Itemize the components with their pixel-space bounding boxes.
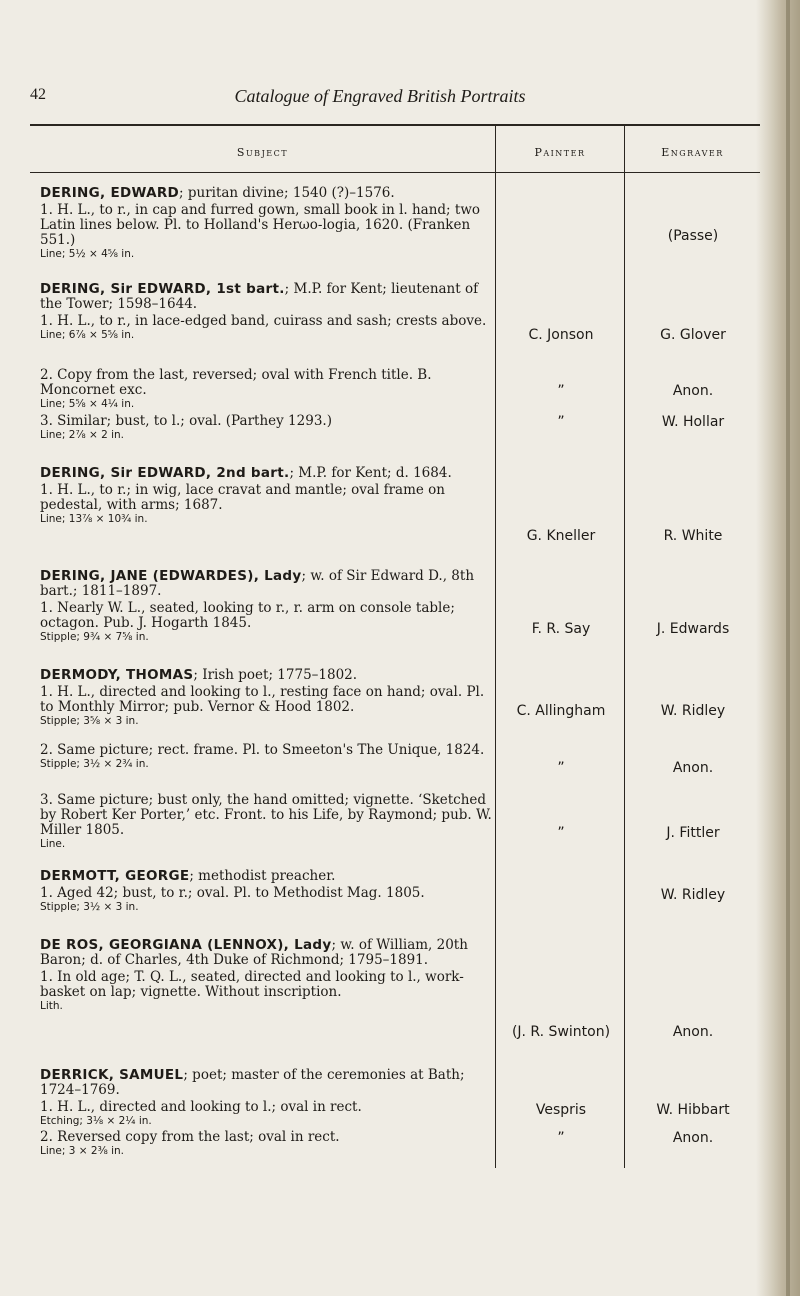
painter-cell: Vespris bbox=[535, 1102, 587, 1118]
item-technique: Stipple; 3⅝ × 3 in. bbox=[40, 715, 139, 727]
sitter-description: ; w. of William, 20th Baron; d. of Charles, 4th Duke of Richmond; 1795–1891. bbox=[40, 937, 468, 968]
entry-heading bbox=[40, 466, 492, 481]
item-technique: Line; 3 × 2⅜ in. bbox=[40, 1145, 125, 1157]
item-description: 1. H. L., to r.; in wig, lace cravat and mantle; oval frame on pedestal, with arms; 1687. bbox=[40, 482, 445, 513]
item-description: 1. H. L., directed and looking to l.; oval in rect. bbox=[40, 1099, 362, 1115]
item-description: 1. Nearly W. L., seated, looking to r., r. arm on console table; octagon. Pub. J. Hogarth 1845. bbox=[40, 600, 455, 631]
catalogue-entry bbox=[40, 1068, 492, 1128]
engraver-cell: Anon. bbox=[672, 1130, 714, 1146]
item-technique: Line. bbox=[40, 838, 66, 850]
entry-heading bbox=[40, 869, 492, 884]
catalogue-entry-item bbox=[40, 741, 492, 771]
column-divider-1 bbox=[495, 126, 496, 1168]
sitter-description: ; M.P. for Kent; lieutenant of the Tower; 1598–1644. bbox=[40, 281, 479, 312]
sitter-description: ; methodist preacher. bbox=[189, 868, 336, 884]
painter-cell: F. R. Say bbox=[531, 621, 591, 637]
portrait-item bbox=[40, 743, 492, 771]
portrait-item bbox=[40, 601, 492, 644]
sitter-description: ; puritan divine; 1540 (?)–1576. bbox=[179, 185, 395, 201]
item-technique: Line; 5½ × 4⅝ in. bbox=[40, 248, 135, 260]
portrait-item bbox=[40, 970, 492, 1013]
page-header bbox=[30, 86, 730, 110]
item-technique: Lith. bbox=[40, 1000, 63, 1012]
painter-cell: ” bbox=[557, 414, 565, 430]
painter-cell: ” bbox=[557, 760, 565, 776]
item-description: 2. Same picture; rect. frame. Pl. to Smeeton's The Unique, 1824. bbox=[40, 742, 485, 758]
engraver-cell: Anon. bbox=[672, 760, 714, 776]
portrait-item bbox=[40, 483, 492, 526]
entry-heading bbox=[40, 938, 492, 968]
column-header-rule bbox=[30, 172, 760, 173]
portrait-item bbox=[40, 793, 492, 851]
item-technique: Etching; 3⅛ × 2¼ in. bbox=[40, 1115, 152, 1127]
sitter-name: DERING, JANE (EDWARDES), Lady bbox=[40, 568, 302, 584]
running-title: Catalogue of Engraved British Portraits bbox=[234, 86, 526, 106]
catalogue-entry bbox=[40, 668, 492, 728]
item-description: 1. H. L., to r., in cap and furred gown, small book in l. hand; two Latin lines below. Pl. to Holland's Herωo-logia, 1620. (Franken 551.) bbox=[40, 202, 481, 248]
entry-heading bbox=[40, 668, 492, 683]
sitter-name: DERMOTT, GEORGE bbox=[40, 868, 190, 884]
portrait-item bbox=[40, 886, 492, 914]
engraver-cell: Anon. bbox=[672, 383, 714, 399]
sitter-name: DERING, EDWARD bbox=[40, 185, 180, 201]
catalogue-entry-item bbox=[40, 791, 492, 851]
page-number: 42 bbox=[30, 86, 46, 103]
item-technique: Line; 6⅞ × 5⅝ in. bbox=[40, 329, 135, 341]
engraver-cell: (Passe) bbox=[667, 228, 719, 244]
portrait-item bbox=[40, 368, 492, 411]
sitter-name: DERING, Sir EDWARD, 1st bart. bbox=[40, 281, 285, 297]
engraver-cell: Anon. bbox=[672, 1024, 714, 1040]
sitter-description: ; Irish poet; 1775–1802. bbox=[193, 667, 358, 683]
column-header-engraver: Engraver bbox=[661, 146, 724, 159]
engraver-cell: W. Ridley bbox=[660, 887, 726, 903]
catalogue-entry-item bbox=[40, 366, 492, 411]
portrait-item bbox=[40, 1130, 492, 1158]
item-technique: Line; 13⅞ × 10¾ in. bbox=[40, 513, 148, 525]
painter-cell: G. Kneller bbox=[526, 528, 596, 544]
painter-cell: ” bbox=[557, 383, 565, 399]
sitter-name: DERING, Sir EDWARD, 2nd bart. bbox=[40, 465, 290, 481]
catalogue-entry bbox=[40, 466, 492, 526]
catalogue-entry bbox=[40, 869, 492, 914]
sitter-description: ; w. of Sir Edward D., 8th bart.; 1811–1897. bbox=[40, 568, 475, 599]
column-header-subject: Subject bbox=[236, 146, 289, 159]
item-description: 1. In old age; T. Q. L., seated, directed and looking to l., work-basket on lap; vignette. Without inscription. bbox=[40, 969, 464, 1000]
catalogue-entry bbox=[40, 938, 492, 1013]
entry-heading bbox=[40, 1068, 492, 1098]
binding-edge bbox=[786, 0, 790, 1296]
item-description: 3. Same picture; bust only, the hand omitted; vignette. ‘Sketched by Robert Ker Porter,’ etc. Front. to his Life, by Raymond; pub. W. Miller 1805. bbox=[40, 792, 492, 838]
catalogue-entry bbox=[40, 282, 492, 342]
column-header-painter: Painter bbox=[534, 146, 586, 159]
engraver-cell: W. Ridley bbox=[660, 703, 726, 719]
item-description: 2. Copy from the last, reversed; oval with French title. B. Moncornet exc. bbox=[40, 367, 432, 398]
painter-cell: C. Allingham bbox=[516, 703, 606, 719]
sitter-name: DERMODY, THOMAS bbox=[40, 667, 194, 683]
column-divider-2 bbox=[624, 126, 625, 1168]
item-technique: Stipple; 3½ × 3 in. bbox=[40, 901, 139, 913]
item-description: 2. Reversed copy from the last; oval in rect. bbox=[40, 1129, 340, 1145]
engraver-cell: J. Edwards bbox=[656, 621, 730, 637]
item-technique: Line; 2⅞ × 2 in. bbox=[40, 429, 125, 441]
entry-heading bbox=[40, 282, 492, 312]
catalogue-entry bbox=[40, 186, 492, 261]
portrait-item bbox=[40, 1100, 492, 1128]
painter-cell: (J. R. Swinton) bbox=[511, 1024, 611, 1040]
portrait-item bbox=[40, 203, 492, 261]
catalogue-entry bbox=[40, 569, 492, 644]
sitter-description: ; M.P. for Kent; d. 1684. bbox=[289, 465, 452, 481]
item-technique: Stipple; 3½ × 2¾ in. bbox=[40, 758, 149, 770]
engraver-cell: W. Hibbart bbox=[656, 1102, 730, 1118]
item-description: 3. Similar; bust, to l.; oval. (Parthey 1293.) bbox=[40, 413, 332, 429]
engraver-cell: R. White bbox=[663, 528, 723, 544]
engraver-cell: G. Glover bbox=[660, 327, 726, 343]
engraver-cell: J. Fittler bbox=[666, 825, 720, 841]
item-description: 1. H. L., to r., in lace-edged band, cuirass and sash; crests above. bbox=[40, 313, 487, 329]
painter-cell: C. Jonson bbox=[528, 327, 594, 343]
sitter-name: DERRICK, SAMUEL bbox=[40, 1067, 184, 1083]
portrait-item bbox=[40, 314, 492, 342]
item-technique: Stipple; 9¾ × 7⅝ in. bbox=[40, 631, 149, 643]
portrait-item bbox=[40, 414, 492, 442]
entry-heading bbox=[40, 569, 492, 599]
entry-heading bbox=[40, 186, 492, 201]
sitter-description: ; poet; master of the ceremonies at Bath; 1724–1769. bbox=[40, 1067, 465, 1098]
painter-cell: ” bbox=[557, 1130, 565, 1146]
sitter-name: DE ROS, GEORGIANA (LENNOX), Lady bbox=[40, 937, 332, 953]
engraver-cell: W. Hollar bbox=[661, 414, 725, 430]
painter-cell: ” bbox=[557, 825, 565, 841]
catalogue-entry-item bbox=[40, 1128, 492, 1158]
catalogue-entry-item bbox=[40, 412, 492, 442]
table-top-rule bbox=[30, 124, 760, 126]
item-description: 1. H. L., directed and looking to l., resting face on hand; oval. Pl. to Monthly Mirror; pub. Vernor & Hood 1802. bbox=[40, 684, 485, 715]
portrait-item bbox=[40, 685, 492, 728]
item-description: 1. Aged 42; bust, to r.; oval. Pl. to Methodist Mag. 1805. bbox=[40, 885, 425, 901]
item-technique: Line; 5⅝ × 4¼ in. bbox=[40, 398, 135, 410]
page-edge-shadow bbox=[756, 0, 800, 1296]
